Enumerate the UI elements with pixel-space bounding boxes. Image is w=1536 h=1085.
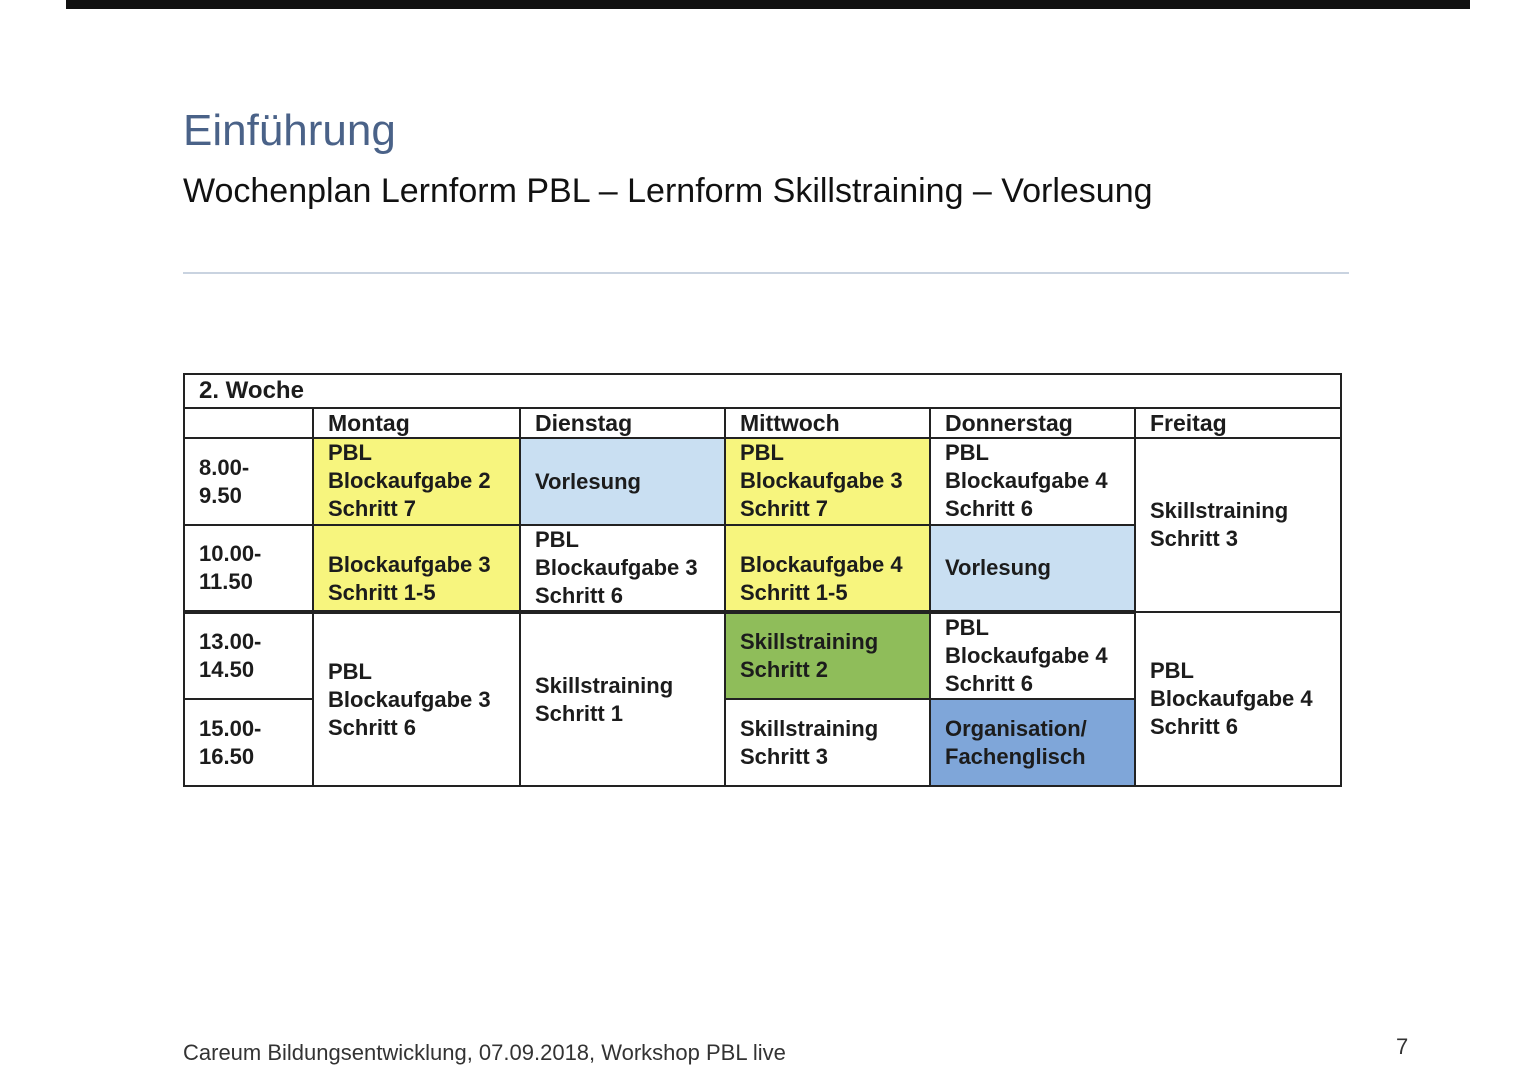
cell-wed-slot-4: Skillstraining Schritt 3 — [725, 699, 930, 786]
cell-thu-slot-3: PBL Blockaufgabe 4 Schritt 6 — [930, 612, 1135, 699]
slide-title: Einführung — [183, 106, 396, 155]
corner-cell — [184, 408, 313, 438]
page-number: 7 — [1396, 1034, 1409, 1059]
day-header-mittwoch: Mittwoch — [725, 408, 930, 438]
day-header-montag: Montag — [313, 408, 520, 438]
cell-tue-slot-2: PBL Blockaufgabe 3 Schritt 6 — [520, 525, 725, 612]
cell-tue-slot-1: Vorlesung — [520, 438, 725, 525]
cell-thu-slot-4: Organisation/ Fachenglisch — [930, 699, 1135, 786]
title-divider — [183, 272, 1349, 274]
cell-mon-slot-1: PBL Blockaufgabe 2 Schritt 7 — [313, 438, 520, 525]
cell-mon-slot-2: Blockaufgabe 3 Schritt 1-5 — [313, 525, 520, 612]
weekly-schedule-table — [183, 373, 1342, 787]
cell-wed-slot-1: PBL Blockaufgabe 3 Schritt 7 — [725, 438, 930, 525]
cell-thu-slot-1: PBL Blockaufgabe 4 Schritt 6 — [930, 438, 1135, 525]
time-slot-1: 8.00- 9.50 — [184, 438, 313, 525]
cell-fri-morning: Skillstraining Schritt 3 — [1135, 438, 1341, 612]
day-header-donnerstag: Donnerstag — [930, 408, 1135, 438]
cell-tue-afternoon: Skillstraining Schritt 1 — [520, 612, 725, 786]
top-border-bar — [66, 0, 1470, 9]
cell-wed-slot-3: Skillstraining Schritt 2 — [725, 612, 930, 699]
cell-mon-afternoon: PBL Blockaufgabe 3 Schritt 6 — [313, 612, 520, 786]
time-slot-3: 13.00- 14.50 — [184, 612, 313, 699]
cell-fri-afternoon: PBL Blockaufgabe 4 Schritt 6 — [1135, 612, 1341, 786]
day-header-freitag: Freitag — [1135, 408, 1341, 438]
time-slot-4: 15.00- 16.50 — [184, 699, 313, 786]
cell-thu-slot-2: Vorlesung — [930, 525, 1135, 612]
cell-wed-slot-2: Blockaufgabe 4 Schritt 1-5 — [725, 525, 930, 612]
slide-subtitle: Wochenplan Lernform PBL – Lernform Skillstraining – Vorlesung — [183, 172, 1153, 210]
footer-text: Careum Bildungsentwicklung, 07.09.2018, Workshop PBL live — [183, 1040, 786, 1065]
week-label: 2. Woche — [184, 374, 1341, 408]
day-header-dienstag: Dienstag — [520, 408, 725, 438]
time-slot-2: 10.00- 11.50 — [184, 525, 313, 612]
